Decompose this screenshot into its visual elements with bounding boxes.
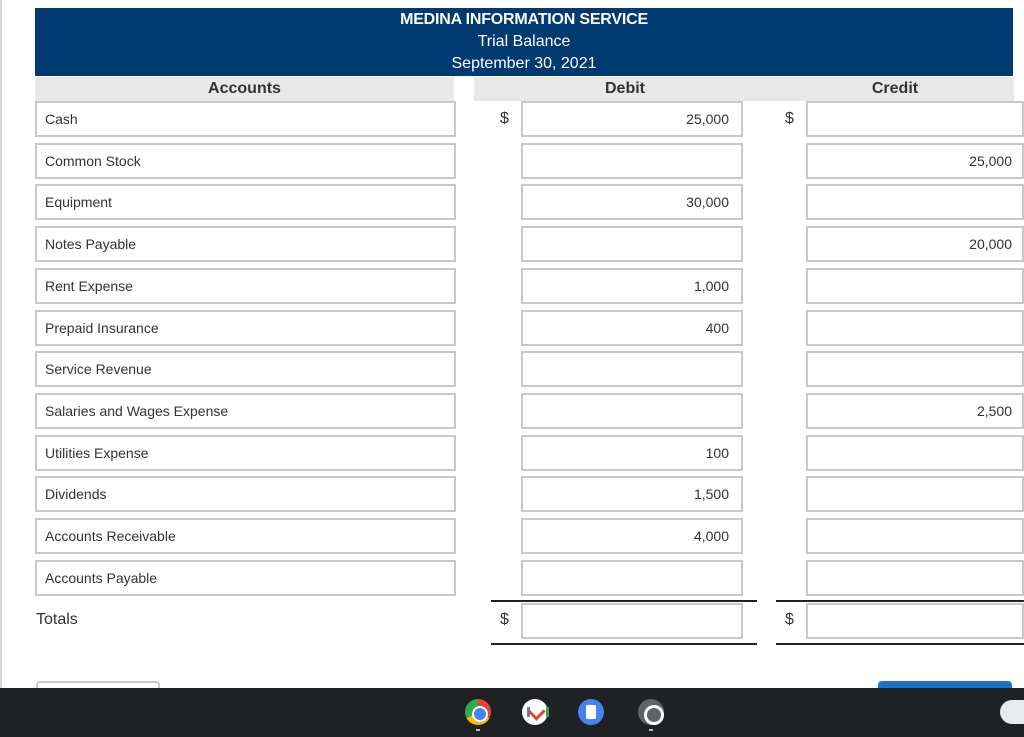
gmail-icon[interactable] bbox=[522, 699, 548, 725]
debit-amount-field[interactable]: 30,000 bbox=[521, 184, 743, 220]
page-left-border bbox=[0, 0, 2, 688]
account-name-field[interactable]: Accounts Receivable bbox=[35, 518, 456, 554]
debit-total-top-rule bbox=[491, 600, 757, 602]
credit-total-bottom-rule bbox=[776, 643, 1024, 645]
settings-running-indicator bbox=[649, 729, 653, 731]
account-name-field[interactable]: Notes Payable bbox=[35, 226, 456, 262]
google-docs-icon[interactable] bbox=[578, 699, 604, 725]
account-name-field[interactable]: Cash bbox=[35, 101, 456, 137]
totals-credit-currency-symbol: $ bbox=[785, 611, 794, 628]
credit-amount-field[interactable] bbox=[806, 435, 1024, 471]
status-tray[interactable] bbox=[1000, 700, 1024, 724]
debit-amount-field[interactable]: 400 bbox=[521, 310, 743, 346]
totals-debit-field[interactable] bbox=[521, 603, 743, 639]
totals-credit-field[interactable] bbox=[806, 603, 1024, 639]
statement-header bbox=[35, 8, 1013, 76]
credit-amount-field[interactable] bbox=[806, 101, 1024, 137]
credit-amount-field[interactable]: 2,500 bbox=[806, 393, 1024, 429]
credit-currency-symbol: $ bbox=[785, 110, 794, 127]
account-name-field[interactable]: Rent Expense bbox=[35, 268, 456, 304]
credit-amount-field[interactable] bbox=[806, 476, 1024, 512]
debit-amount-field[interactable]: 100 bbox=[521, 435, 743, 471]
debit-amount-field[interactable]: 1,500 bbox=[521, 476, 743, 512]
company-name: MEDINA INFORMATION SERVICE bbox=[400, 11, 648, 28]
debit-currency-symbol: $ bbox=[500, 110, 509, 127]
os-taskbar bbox=[0, 688, 1024, 737]
chrome-icon[interactable] bbox=[465, 699, 491, 725]
debit-column-header bbox=[474, 77, 776, 101]
accounts-column-header bbox=[35, 77, 454, 101]
debit-amount-field[interactable] bbox=[521, 351, 743, 387]
credit-amount-field[interactable] bbox=[806, 351, 1024, 387]
debit-amount-field[interactable]: 1,000 bbox=[521, 268, 743, 304]
account-name-field[interactable]: Dividends bbox=[35, 476, 456, 512]
credit-amount-field[interactable] bbox=[806, 310, 1024, 346]
settings-icon[interactable] bbox=[638, 699, 664, 725]
debit-amount-field[interactable]: 4,000 bbox=[521, 518, 743, 554]
chrome-running-indicator bbox=[476, 729, 480, 731]
accounts-column-label: Accounts bbox=[208, 80, 281, 97]
statement-title: Trial Balance bbox=[477, 33, 571, 50]
account-name-field[interactable]: Salaries and Wages Expense bbox=[35, 393, 456, 429]
credit-total-top-rule bbox=[776, 600, 1024, 602]
debit-amount-field[interactable]: 25,000 bbox=[521, 101, 743, 137]
credit-amount-field[interactable] bbox=[806, 560, 1024, 596]
account-name-field[interactable]: Accounts Payable bbox=[35, 560, 456, 596]
debit-amount-field[interactable] bbox=[521, 393, 743, 429]
credit-amount-field[interactable] bbox=[806, 184, 1024, 220]
credit-amount-field[interactable] bbox=[806, 518, 1024, 554]
account-name-field[interactable]: Common Stock bbox=[35, 143, 456, 179]
debit-total-bottom-rule bbox=[491, 643, 757, 645]
debit-amount-field[interactable] bbox=[521, 560, 743, 596]
debit-amount-field[interactable] bbox=[521, 226, 743, 262]
totals-label: Totals bbox=[36, 611, 78, 628]
account-name-field[interactable]: Service Revenue bbox=[35, 351, 456, 387]
credit-column-header bbox=[776, 77, 1014, 101]
credit-amount-field[interactable]: 25,000 bbox=[806, 143, 1024, 179]
debit-column-label: Debit bbox=[605, 80, 645, 97]
debit-amount-field[interactable] bbox=[521, 143, 743, 179]
account-name-field[interactable]: Prepaid Insurance bbox=[35, 310, 456, 346]
credit-amount-field[interactable] bbox=[806, 268, 1024, 304]
account-name-field[interactable]: Equipment bbox=[35, 184, 456, 220]
credit-amount-field[interactable]: 20,000 bbox=[806, 226, 1024, 262]
statement-date: September 30, 2021 bbox=[451, 55, 597, 72]
credit-column-label: Credit bbox=[871, 80, 919, 97]
totals-debit-currency-symbol: $ bbox=[500, 611, 509, 628]
account-name-field[interactable]: Utilities Expense bbox=[35, 435, 456, 471]
